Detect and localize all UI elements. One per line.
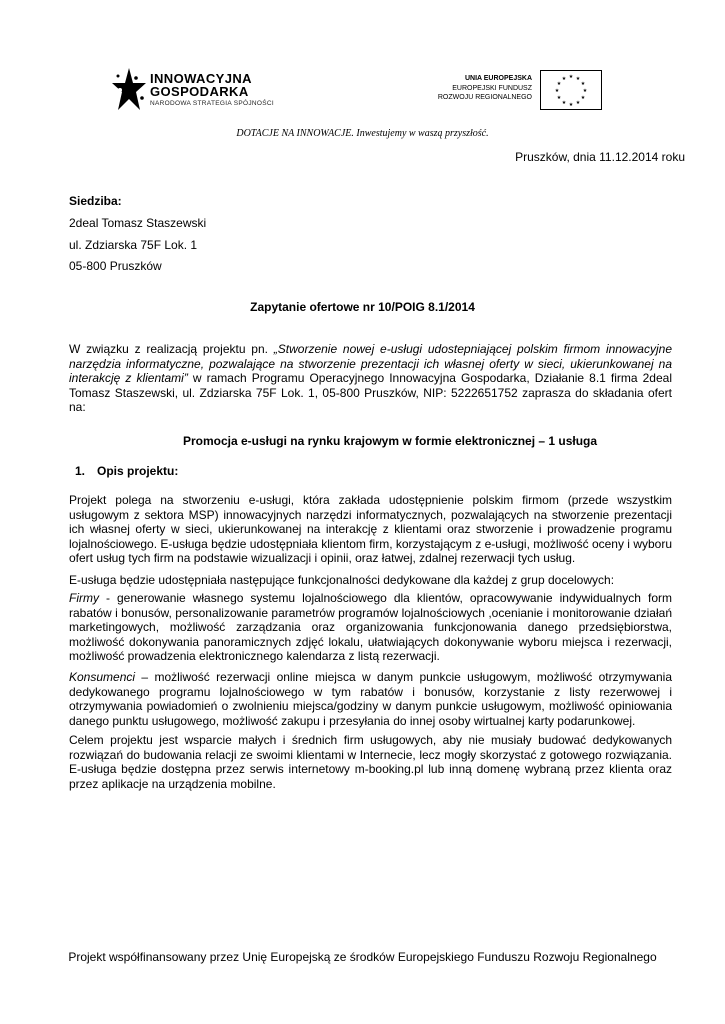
ig-logo-line2: GOSPODARKA — [150, 84, 249, 99]
svg-text:★: ★ — [568, 102, 574, 108]
intro-project-name: „Stworzenie nowej e-usługi udostepniającej polskim firmom innowacyjne narzędzia informatyczne, pozwalające na stworzenie prezentacji ich własnej oferty w sieci, ukierunkowanej na interakcję z klientami” — [69, 342, 672, 385]
inquiry-title: Zapytanie ofertowe nr 10/POIG 8.1/2014 — [250, 300, 475, 314]
eu-logo-line1: UNIA EUROPEJSKA — [464, 75, 532, 82]
firms-label: Firmy — [69, 591, 99, 605]
promo-title: Promocja e-usługi na rynku krajowym w formie elektronicznej – 1 usługa — [182, 434, 598, 448]
ig-star-icon — [112, 68, 146, 112]
section1-number: 1. — [75, 464, 86, 478]
eu-logo-line3: ROZWOJU REGIONALNEGO — [437, 94, 532, 101]
svg-text:★: ★ — [554, 88, 560, 94]
svg-text:★: ★ — [575, 100, 581, 106]
seat-line: ul. Zdziarska 75F Lok. 1 — [69, 238, 198, 252]
ig-logo-line1: INNOWACYJNA — [150, 71, 252, 86]
svg-text:★: ★ — [556, 81, 562, 87]
eu-logo — [436, 70, 602, 110]
section1-consumers-paragraph — [69, 670, 672, 728]
section1-paragraph-1: Projekt polega na stworzeniu e-usługi, która zakłada udostępnienie polskim firmom (przede wszystkim usługowym z sektora MSP) innowacyjnych narzędzi informatycznych, pozwalających na stworzenie prezentacji ich własnej oferty w sieci, ukierunkowanej na interakcję z klientami oraz stworzenie i prowadzenie programu lojalnościowego. E-usługa będzie udostępniała klientom firm, korzystającym z e-usługi, możliwość oceny i wyboru ofert usług tych firm na podstawie wizualizacji i opinii, oraz łatwej, zdalnej rezerwacji tych usług. — [69, 493, 672, 565]
innowacyjna-gospodarka-logo — [112, 68, 282, 116]
svg-text:★: ★ — [580, 95, 586, 101]
svg-text:★: ★ — [575, 76, 581, 82]
intro-suffix: w ramach Programu Operacyjnego Innowacyjna Gospodarka, Działanie 8.1 firma 2deal Tomasz Staszewski, ul. Zdziarska 75F Lok. 1, 05-800 Pruszków, NIP: 5222651752 zaprasza do składania ofert na: — [69, 371, 672, 414]
consumers-label: Konsumenci — [69, 670, 136, 684]
section1-title: Opis projektu: — [97, 464, 179, 478]
svg-text:★: ★ — [561, 76, 567, 82]
svg-text:★: ★ — [582, 88, 588, 94]
seat-label: Siedziba: — [69, 194, 122, 208]
section1-paragraph-5: Celem projektu jest wsparcie małych i średnich firm usługowych, aby nie musiały budować dedykowanych rozwiązań do budowania relacji ze swoimi klientami w Internecie, lecz mogły skorzystać z gotowego rozwiązania. E-usługa będzie dostępna przez serwis internetowy m-booking.pl lub inną domenę wybraną przez klienta oraz przez aplikacje na urządzenia mobilne. — [69, 733, 672, 791]
section1-paragraph-2: E-usługa będzie udostępniała następujące funkcjonalności dedykowane dla każdej z grup docelowych: — [69, 573, 615, 587]
eu-flag-icon — [540, 70, 602, 110]
motto: DOTACJE NA INNOWACJE. Inwestujemy w waszą przyszłość. — [236, 128, 489, 139]
svg-text:★: ★ — [556, 95, 562, 101]
svg-text:★: ★ — [580, 81, 586, 87]
ig-logo-subtitle: NARODOWA STRATEGIA SPÓJNOŚCI — [150, 100, 274, 107]
firms-text: - generowanie własnego systemu lojalnościowego dla klientów, opracowywanie indywidualnych form rabatów i bonusów, personalizowanie parametrów programów lojalnościowych ,ocenianie i monitorowanie działań marketingowych, możliwość zarządzania oraz organizowania funkcjonowania danego przedsiębiorstwa, możliwość dokonywania panoramicznych zdjęć lokalu, ułatwiających dokonywanie wyboru miejsca i rezerwacji, możliwość prowadzenia elektronicznego kalendarza z listą rezerwacji. — [69, 591, 672, 663]
seat-line: 2deal Tomasz Staszewski — [69, 216, 207, 230]
intro-prefix: W związku z realizacją projektu pn. — [69, 342, 274, 356]
footer: Projekt współfinansowany przez Unię Europejską ze środków Europejskiego Funduszu Rozwoju Regionalnego — [68, 950, 657, 964]
eu-logo-line2: EUROPEJSKI FUNDUSZ — [452, 85, 532, 92]
intro-paragraph — [69, 342, 672, 415]
seat-line: 05-800 Pruszków — [69, 259, 162, 273]
svg-text:★: ★ — [561, 100, 567, 106]
section1-heading — [75, 464, 178, 478]
date-line: Pruszków, dnia 11.12.2014 roku — [515, 150, 685, 164]
section1-firms-paragraph — [69, 591, 672, 664]
consumers-text: – możliwość rezerwacji online miejsca w danym punkcie usługowym, możliwość otrzymywania dedykowanego programu lojalnościowego w tym rabatów i bonusów, korzystanie z listy rezerwowej i otrzymywania powiadomień o zwolnieniu miejsca/godziny w danym punkcie usługowym, możliwość opiniowania danego punktu usługowego, możliwość zakupu i przesyłania do innej osoby wirtualnej karty podarunkowej. — [69, 670, 672, 728]
svg-text:★: ★ — [568, 74, 574, 80]
